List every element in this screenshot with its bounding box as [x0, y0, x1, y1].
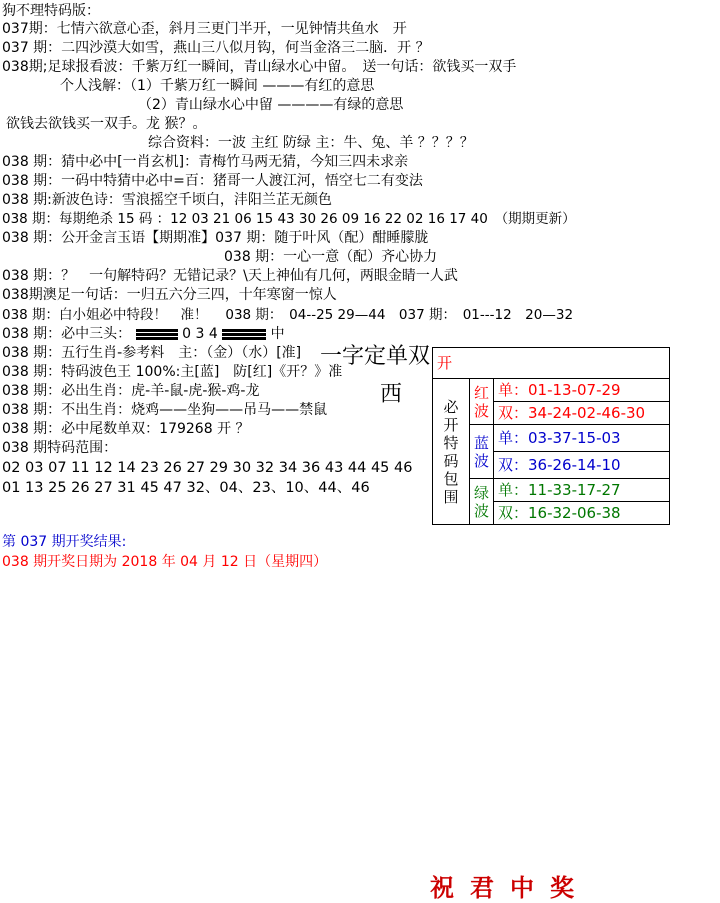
text-line: 038 期：必出生肖：虎-羊-鼠-虎-猴-鸡-龙 — [2, 383, 260, 399]
number-range-line: 02 03 07 11 12 14 23 26 27 29 30 32 34 36 43 44 45 46 — [2, 460, 413, 476]
wave-row: 双：36-26-14-10 — [494, 452, 670, 479]
text-line: 个人浅解：（1）千紫万红一瞬间 ———有红的意思 — [60, 78, 375, 94]
red-wave-label — [470, 379, 494, 425]
page-title: 狗不理特码版： — [2, 3, 100, 19]
blue-wave-label — [470, 425, 494, 479]
side-char: 围 — [443, 487, 459, 506]
text-line: 037 期：二四沙漠大如雪，燕山三八似月钩，何当金洛三二脑．开 ？ — [2, 40, 430, 56]
text-line: 038 期：？ 一句解特码？无错记录？\天上神仙有几何，两眼金睛一人武 — [2, 268, 458, 284]
three-heads-line — [2, 325, 285, 343]
text-line: 038 期：特码波色王 100%:主[蓝] 防[红]《开？》准 — [2, 364, 343, 380]
text-line: 038 期：一心一意（配）齐心协力 — [224, 249, 438, 265]
wave-char: 波 — [474, 451, 490, 470]
text-line: 038 期:新波色诗：雪浪摇空千顷白，沣阳兰芷无颜色 — [2, 192, 332, 208]
text-line: 欲钱去欲钱买一双手。龙 猴？。 — [6, 116, 207, 132]
panel-header: 开 — [433, 348, 670, 379]
wave-char: 红 — [474, 383, 490, 402]
color-wave-panel — [432, 347, 670, 525]
text-line: （2）青山绿水心中留 ————有绿的意思 — [138, 97, 404, 113]
side-char: 包 — [443, 469, 459, 488]
wave-char: 波 — [474, 401, 490, 420]
text-line: 038 期：公开金言玉语【期期准】037 期：随于叶风（配）酣睡朦胧 — [2, 230, 429, 246]
text-line: 038期;足球报看波：千紫万红一瞬间，青山绿水心中留。 送一句话：欲钱买一双手 — [2, 59, 517, 75]
number-range-line: 01 13 25 26 27 31 45 47 32、04、23、10、44、46 — [2, 480, 370, 496]
text-line: 038 期：五行生肖-参考料 主：（金）（水）[准] — [2, 345, 302, 361]
text-line: 038 期：一码中特猜中必中=百：猪哥一人渡江河，悟空七二有变法 — [2, 173, 423, 189]
text-line: 037期：七情六欲意心歪，斜月三更门半开，一见钟情共鱼水 开 — [2, 21, 407, 37]
text-line: 038 期：白小姐必中特段！ 准！ 038 期： 04--25 29—44 037 期： 01---12 20—32 — [2, 307, 574, 323]
three-heads-label: 038 期：必中三头： — [2, 326, 132, 342]
panel-side-label — [433, 379, 470, 525]
wave-char: 绿 — [474, 483, 490, 502]
text-line: 038 期：猜中必中[一肖玄机]：青梅竹马两无猜，今知三四未求亲 — [2, 154, 409, 170]
wave-char: 蓝 — [474, 433, 490, 452]
single-double-heading-2: 西 — [380, 382, 403, 407]
wave-row: 双：16-32-06-38 — [494, 502, 670, 525]
wave-row: 双：34-24-02-46-30 — [494, 402, 670, 425]
kill-codes-line: 038 期：每期绝杀 15 码 ：12 03 21 06 15 43 30 26 09 16 22 02 16 17 40 （期期更新） — [2, 211, 576, 227]
blessing-text: 祝君中奖 — [430, 873, 590, 902]
head-digit: 4 — [208, 326, 218, 342]
stripe-bar — [222, 329, 266, 340]
text-line: 038 期：必中尾数单双：179268 开 ？ — [2, 421, 250, 437]
wave-row: 单：11-33-17-27 — [494, 479, 670, 502]
results-title: 第 037 期开奖结果: — [2, 534, 127, 550]
green-wave-label — [470, 479, 494, 525]
head-digit: 0 — [182, 326, 191, 342]
stripe-bar — [136, 329, 178, 340]
head-digit: 3 — [195, 326, 205, 342]
single-double-heading: 一字定单双 — [320, 344, 431, 369]
side-char: 特 — [443, 433, 459, 452]
side-char: 码 — [443, 451, 459, 470]
wave-row: 单：01-13-07-29 — [494, 379, 670, 402]
draw-date: 038 期开奖日期为 2018 年 04 月 12 日（星期四） — [2, 554, 328, 570]
wave-char: 波 — [474, 501, 490, 520]
text-line: 038 期：不出生肖：烧鸡——坐狗——吊马——禁鼠 — [2, 402, 328, 418]
side-char: 必 — [443, 397, 459, 416]
wave-row: 单：03-37-15-03 — [494, 425, 670, 452]
text-line: 038期澳足一句话：一归五六分三四，十年寒窗一惊人 — [2, 287, 337, 303]
head-suffix: 中 — [270, 326, 285, 342]
text-line: 038 期特码范围： — [2, 440, 118, 456]
side-char: 开 — [443, 415, 459, 434]
text-line: 综合资料：一波 主红 防绿 主：牛、兔、羊 ？？？？ — [148, 135, 474, 151]
